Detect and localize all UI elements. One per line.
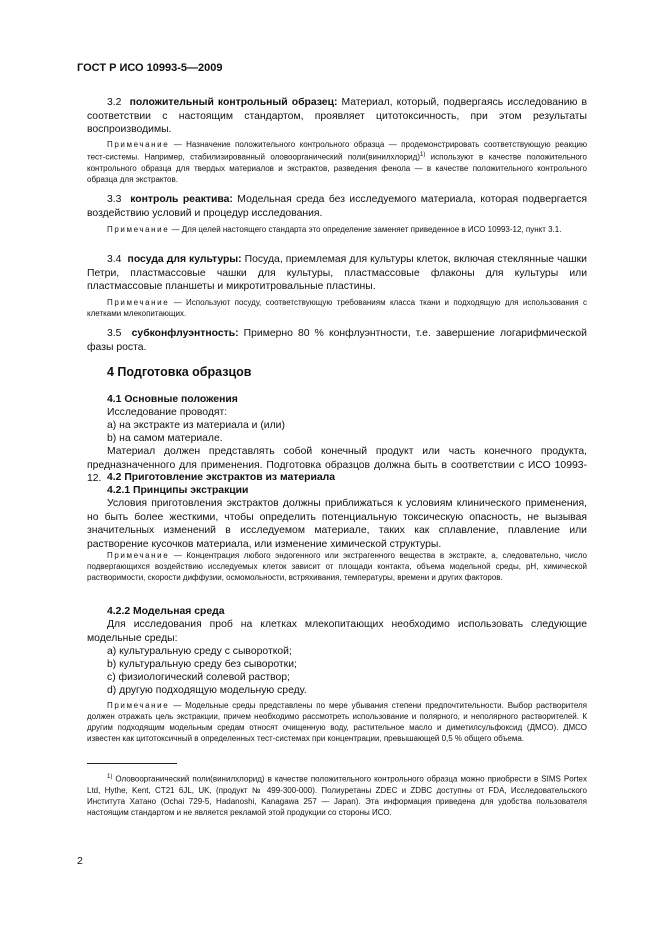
- term-3-4: [87, 253, 587, 294]
- page-number: 2: [77, 855, 83, 867]
- note-text: — Используют посуду, соответствующую требованиям класса ткани и подходящую для использования с клетками млекопитающих.: [87, 298, 587, 318]
- note-label: Примечание: [107, 298, 170, 307]
- list-item-4-2-2-a: a) культуральную среду с сывороткой;: [107, 646, 292, 657]
- term-number: 3.3: [107, 194, 122, 205]
- term-3-2: [87, 96, 587, 137]
- note-text-cont: используют в качестве положительного контрольного образца для твердых материалов и экстрактов, разведения фенола — в качестве положительного контрольного образца для экстрактов.: [87, 152, 587, 184]
- list-item-4-2-2-d: d) другую подходящую модельную среду.: [107, 685, 307, 696]
- note-text: — Для целей настоящего стандарта это определение заменяет приведенное в ИСО 10993-12, пункт 3.1.: [169, 225, 562, 234]
- note-3-2: [87, 139, 587, 185]
- footnote-text: Оловоорганический поли(винилхлорид) в качестве положительного контрольного образца можно приобрести в SIMS Portex Ltd, Hythe, Kent, CT21 6JL, UK, (продукт № 499-300-000). Полиуретаны ZDEC и ZDBC доступны от FDA, Исследовательского Института Хатано (Ochai 729-5, Hadanoshi, Kanagawa 257 — Japan). Эта информация приведена для удобства пользователя настоящим стандартом и не является рекламой этой продукции со стороны ИСО.: [87, 774, 587, 817]
- note-text: — Концентрация любого эндогенного или экстрагенного вещества в экстракте, а, следовательно, число подвергающихся воздействию исследуемых клеток зависит от площади контакта, объема модельной среды, pH, химической растворимости, скорости диффузии, осмомольности, встряхивания, температуры, времени и других факторов.: [87, 551, 587, 582]
- footnote: [87, 772, 587, 818]
- term-text: Модельная среда без исследуемого материала, которая подвергается воздействию условий и процедур исследования.: [87, 194, 587, 219]
- footnote-mark: 1): [107, 774, 113, 780]
- heading-4-2-1: 4.2.1 Принципы экстракции: [107, 485, 249, 496]
- paragraph-4-1-intro: Исследование проводят:: [107, 407, 228, 418]
- term-text: Материал, который, подвергаясь исследованию в соответствии с настоящим стандартом, проявляет цитотоксичность, при этом результаты воспроизводимы.: [87, 97, 587, 135]
- document-header: ГОСТ Р ИСО 10993-5—2009: [77, 62, 223, 74]
- term-number: 3.5: [107, 328, 122, 339]
- term-3-3: [87, 193, 587, 220]
- term-title: контроль реактива:: [130, 194, 233, 205]
- term-title: посуда для культуры:: [127, 254, 242, 265]
- term-number: 3.4: [107, 254, 122, 265]
- footnote-divider: [87, 763, 177, 764]
- note-3-3: [87, 224, 587, 235]
- list-item-4-1-b: b) на самом материале.: [107, 433, 223, 444]
- note-label: Примечание: [107, 140, 170, 149]
- note-label: Примечание: [107, 551, 170, 560]
- note-text: — Модельные среды представлены по мере убывания степени предпочтительности. Выбор растворителя должен отражать цель экстракции, причем необходимо рассмотреть использование и полярного, и неполярного растворителей. К другим подходящим модельным средам относят очищенную воду, растительное масло и диметилсульфоксид (ДМСО). ДМСО известен как цитотоксичный в определенных тест-системах при концентрации, превышающей 0,5 % общего объема.: [87, 701, 587, 743]
- note-label: Примечание: [107, 225, 170, 234]
- heading-4-2: 4.2 Приготовление экстрактов из материала: [107, 472, 336, 483]
- term-3-5: [87, 327, 587, 354]
- heading-4-2-2: 4.2.2 Модельная среда: [107, 606, 225, 617]
- paragraph-4-2-1: Условия приготовления экстрактов должны приближаться к условиям клинического применения, но быть более жесткими, чтобы определить потенциальную токсическую опасность, не вызывая значительных изменений в исследуемом материале, таких как сплавление, плавление или растворение кусочков материала, или изменение химической структуры.: [87, 498, 587, 550]
- section-4-heading: 4 Подготовка образцов: [107, 365, 252, 379]
- footnote-ref: 1): [419, 152, 426, 158]
- term-title: субконфлуэнтность:: [131, 328, 239, 339]
- term-number: 3.2: [107, 97, 122, 108]
- paragraph-4-1: Материал должен представлять собой конечный продукт или часть конечного продукта, предназначенного для применения. Подготовка образцов должна быть в соответствии с ИСО 10993-12.: [87, 446, 587, 484]
- term-title: положительный контрольный образец:: [129, 97, 338, 108]
- note-label: Примечание: [107, 701, 170, 710]
- note-3-4: [87, 297, 587, 319]
- list-item-4-2-2-c: c) физиологический солевой раствор;: [107, 672, 290, 683]
- heading-4-1: 4.1 Основные положения: [107, 394, 238, 405]
- term-text: Примерно 80 % конфлуэнтности, т.е. завершение логарифмической фазы роста.: [87, 328, 587, 353]
- note-4-2-2: [87, 700, 587, 744]
- list-item-4-2-2-b: b) культуральную среду без сыворотки;: [107, 659, 297, 670]
- paragraph-4-2-2: Для исследования проб на клетках млекопитающих необходимо использовать следующие модельные среды:: [87, 619, 587, 644]
- term-text: Посуда, приемлемая для культуры клеток, включая стеклянные чашки Петри, пластмассовые чашки для культуры, пластмассовые флаконы для культуры или пластмассовые планшеты и микротитровальные пластины.: [87, 254, 587, 292]
- list-item-4-1-a: a) на экстракте из материала и (или): [107, 420, 285, 431]
- note-text: — Назначение положительного контрольного образца — продемонстрировать соответствующую реакцию тест-системы. Например, стабилизированный оловоорганический поли(винилхлорид): [87, 140, 587, 162]
- note-4-2-1: [87, 550, 587, 583]
